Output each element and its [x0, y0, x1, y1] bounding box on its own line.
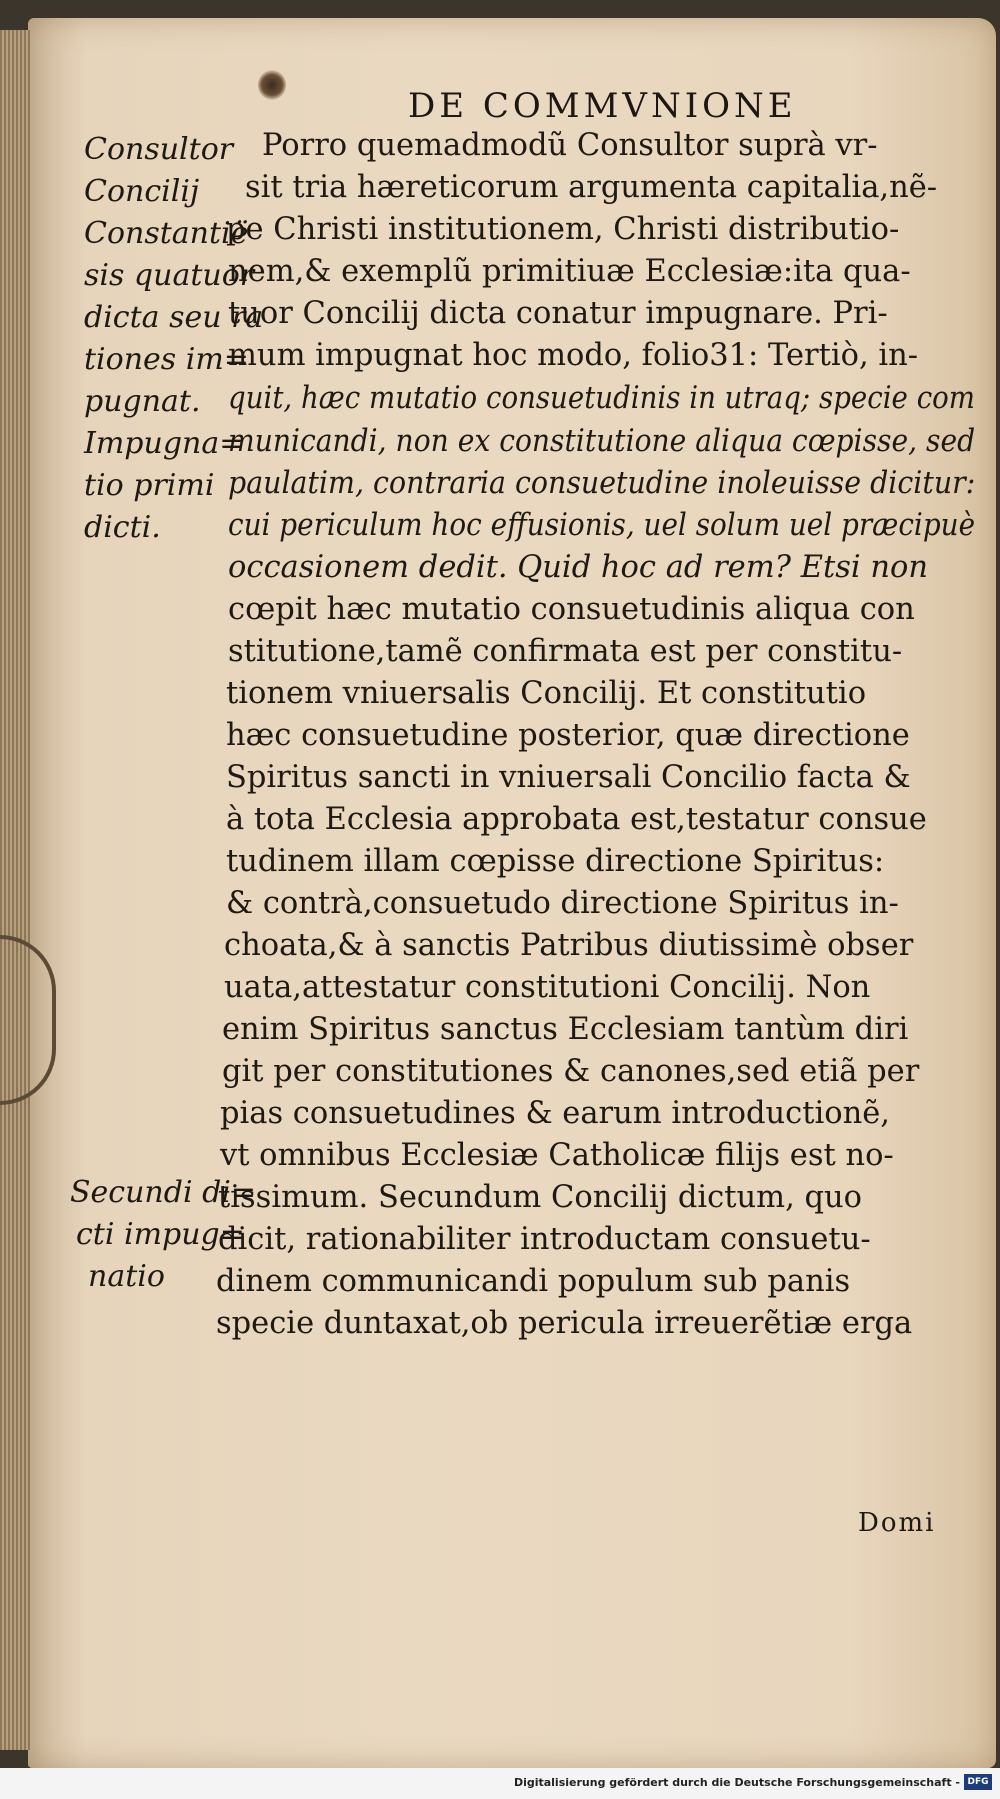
body-line: choata,& à sanctis Patribus diutissimè obser: [224, 928, 914, 963]
digitization-credit: Digitalisierung gefördert durch die Deutsche Forschungsgemeinschaft -: [513, 1776, 960, 1789]
body-line: paulatim, contraria consuetudine inoleuisse dicitur:: [228, 466, 976, 501]
body-line: municandi, non ex constitutione aliqua cœpisse, sed: [228, 424, 976, 459]
body-line: quit, hæc mutatio consuetudinis in utraq; specie com: [228, 381, 976, 416]
body-line: hæc consuetudine posterior, quæ directione: [226, 718, 910, 753]
running-heading: DE COMMVNIONE: [408, 86, 797, 126]
body-line: tionem vniuersalis Concilij. Et constitutio: [226, 676, 867, 711]
body-line: pias consuetudines & earum introductionẽ,: [220, 1096, 890, 1131]
body-line: & contrà,consuetudo directione Spiritus in-: [226, 886, 899, 921]
margin-note: Concilij: [84, 174, 200, 209]
margin-note: Constantië: [84, 216, 249, 251]
margin-note: tiones im=: [84, 342, 249, 377]
margin-note: Consultor: [84, 132, 234, 167]
body-line: dinem communicandi populum sub panis: [216, 1264, 851, 1299]
dfg-logo: DFG: [964, 1774, 992, 1790]
body-line: pe Christi institutionem, Christi distributio-: [226, 212, 900, 247]
body-line: dicit, rationabiliter introductam consuetu-: [218, 1222, 871, 1257]
body-line: tissimum. Secundum Concilij dictum, quo: [218, 1180, 862, 1215]
body-line: stitutione,tamẽ confirmata est per constitu-: [228, 634, 903, 669]
margin-note: tio primi: [84, 468, 215, 503]
body-line: à tota Ecclesia approbata est,testatur consue: [226, 802, 927, 837]
margin-note: cti impug=: [76, 1217, 245, 1252]
margin-note: pugnat.: [84, 384, 201, 419]
margin-note: Impugna=: [84, 426, 245, 461]
body-line: sit tria hæreticorum argumenta capitalia,nẽ-: [245, 170, 938, 205]
margin-note: Secundi di=: [70, 1175, 257, 1210]
margin-note: sis quatuor: [84, 258, 255, 293]
body-line: tuor Concilij dicta conatur impugnare. Pri-: [228, 296, 888, 331]
body-line: uata,attestatur constitutioni Concilij. Non: [224, 970, 871, 1005]
ink-stain: [258, 70, 286, 100]
catchword: Domi: [858, 1508, 936, 1538]
body-line: tudinem illam cœpisse directione Spiritus:: [226, 844, 885, 879]
margin-note: dicta seu ra: [84, 300, 264, 335]
body-line: git per constitutiones & canones,sed etiã per: [222, 1054, 920, 1089]
body-line: enim Spiritus sanctus Ecclesiam tantùm diri: [222, 1012, 909, 1047]
body-line: cœpit hæc mutatio consuetudinis aliqua con: [228, 592, 915, 627]
body-line: specie duntaxat,ob pericula irreuerẽtiæ erga: [216, 1306, 913, 1341]
body-line: mum impugnat hoc modo, folio31: Tertiò, in-: [228, 338, 919, 373]
body-line: Porro quemadmodũ Consultor suprà vr-: [262, 128, 878, 163]
margin-note: dicti.: [84, 510, 161, 545]
margin-note: natio: [88, 1259, 165, 1294]
body-line: Spiritus sancti in vniuersali Concilio facta &: [226, 760, 911, 795]
body-line: occasionem dedit. Quid hoc ad rem? Etsi non: [228, 550, 928, 585]
page-edge: [0, 30, 30, 1750]
body-line: vt omnibus Ecclesiæ Catholicæ filijs est no-: [220, 1138, 894, 1173]
body-line: nem,& exemplũ primitiuæ Ecclesiæ:ita qua-: [228, 254, 911, 289]
body-line: cui periculum hoc effusionis, uel solum uel præcipuè: [228, 508, 976, 543]
